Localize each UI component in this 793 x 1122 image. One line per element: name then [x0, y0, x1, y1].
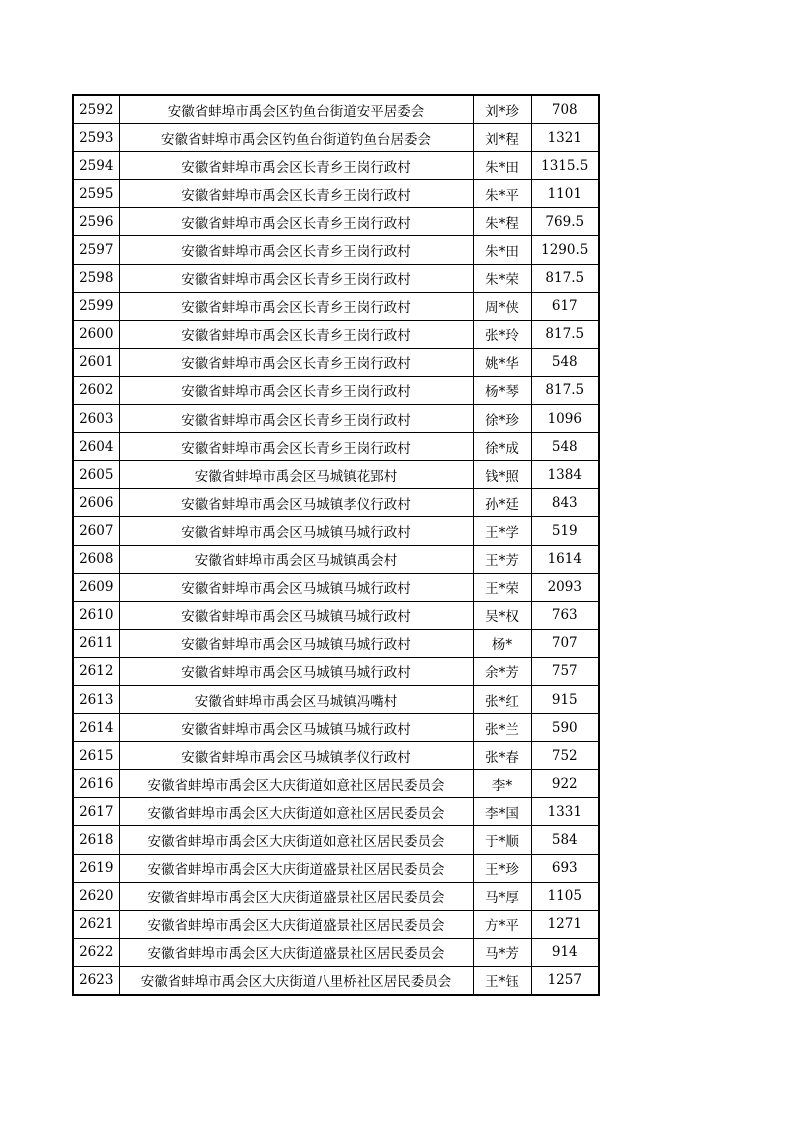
row-name-cell: 刘*程 — [473, 124, 531, 152]
row-amount-cell: 1384 — [531, 461, 599, 489]
row-address-cell: 安徽省蚌埠市禹会区长青乡王岗行政村 — [119, 433, 473, 461]
row-amount-cell: 1096 — [531, 405, 599, 433]
row-name-cell: 吴*权 — [473, 601, 531, 629]
row-name-cell: 徐*珍 — [473, 405, 531, 433]
row-address-cell: 安徽省蚌埠市禹会区马城镇马城行政村 — [119, 517, 473, 545]
row-address-cell: 安徽省蚌埠市禹会区钓鱼台街道安平居委会 — [119, 95, 473, 124]
table-row — [73, 348, 599, 376]
row-id-cell: 2603 — [73, 405, 119, 433]
row-id-cell: 2605 — [73, 461, 119, 489]
row-amount-cell: 519 — [531, 517, 599, 545]
row-name-cell: 钱*照 — [473, 461, 531, 489]
row-address-cell: 安徽省蚌埠市禹会区钓鱼台街道钓鱼台居委会 — [119, 124, 473, 152]
row-address-cell: 安徽省蚌埠市禹会区长青乡王岗行政村 — [119, 320, 473, 348]
row-id-cell: 2614 — [73, 714, 119, 742]
row-address-cell: 安徽省蚌埠市禹会区马城镇马城行政村 — [119, 714, 473, 742]
row-name-cell: 朱*程 — [473, 208, 531, 236]
row-address-cell: 安徽省蚌埠市禹会区长青乡王岗行政村 — [119, 376, 473, 404]
table-row — [73, 882, 599, 910]
row-amount-cell: 584 — [531, 826, 599, 854]
row-amount-cell: 1321 — [531, 124, 599, 152]
row-name-cell: 方*平 — [473, 910, 531, 938]
row-id-cell: 2600 — [73, 320, 119, 348]
row-id-cell: 2619 — [73, 854, 119, 882]
row-amount-cell: 757 — [531, 657, 599, 685]
row-amount-cell: 1614 — [531, 545, 599, 573]
row-amount-cell: 590 — [531, 714, 599, 742]
table-row — [73, 208, 599, 236]
row-name-cell: 朱*田 — [473, 236, 531, 264]
table-row — [73, 573, 599, 601]
row-address-cell: 安徽省蚌埠市禹会区大庆街道八里桥社区居民委员会 — [119, 966, 473, 995]
row-id-cell: 2617 — [73, 798, 119, 826]
row-amount-cell: 763 — [531, 601, 599, 629]
row-name-cell: 马*厚 — [473, 882, 531, 910]
table-row — [73, 601, 599, 629]
row-amount-cell: 1257 — [531, 966, 599, 995]
row-address-cell: 安徽省蚌埠市禹会区大庆街道如意社区居民委员会 — [119, 798, 473, 826]
table-row — [73, 798, 599, 826]
row-name-cell: 杨* — [473, 629, 531, 657]
table-row — [73, 124, 599, 152]
row-name-cell: 王*荣 — [473, 573, 531, 601]
row-id-cell: 2606 — [73, 489, 119, 517]
table-row — [73, 966, 599, 995]
row-id-cell: 2621 — [73, 910, 119, 938]
row-name-cell: 李* — [473, 770, 531, 798]
table-row — [73, 517, 599, 545]
row-id-cell: 2593 — [73, 124, 119, 152]
row-amount-cell: 617 — [531, 292, 599, 320]
row-name-cell: 张*红 — [473, 685, 531, 713]
row-name-cell: 刘*珍 — [473, 95, 531, 124]
row-id-cell: 2623 — [73, 966, 119, 995]
row-amount-cell: 769.5 — [531, 208, 599, 236]
row-name-cell: 王*钰 — [473, 966, 531, 995]
table-row — [73, 461, 599, 489]
row-name-cell: 王*珍 — [473, 854, 531, 882]
row-address-cell: 安徽省蚌埠市禹会区马城镇禹会村 — [119, 545, 473, 573]
row-address-cell: 安徽省蚌埠市禹会区马城镇马城行政村 — [119, 573, 473, 601]
row-name-cell: 杨*琴 — [473, 376, 531, 404]
row-address-cell: 安徽省蚌埠市禹会区长青乡王岗行政村 — [119, 264, 473, 292]
row-id-cell: 2613 — [73, 685, 119, 713]
row-address-cell: 安徽省蚌埠市禹会区长青乡王岗行政村 — [119, 348, 473, 376]
table-row — [73, 629, 599, 657]
row-id-cell: 2599 — [73, 292, 119, 320]
row-amount-cell: 914 — [531, 938, 599, 966]
row-id-cell: 2616 — [73, 770, 119, 798]
row-address-cell: 安徽省蚌埠市禹会区大庆街道盛景社区居民委员会 — [119, 882, 473, 910]
row-name-cell: 张*兰 — [473, 714, 531, 742]
row-address-cell: 安徽省蚌埠市禹会区长青乡王岗行政村 — [119, 292, 473, 320]
row-address-cell: 安徽省蚌埠市禹会区大庆街道如意社区居民委员会 — [119, 770, 473, 798]
row-name-cell: 徐*成 — [473, 433, 531, 461]
row-amount-cell: 693 — [531, 854, 599, 882]
row-amount-cell: 843 — [531, 489, 599, 517]
row-amount-cell: 1105 — [531, 882, 599, 910]
row-name-cell: 姚*华 — [473, 348, 531, 376]
row-address-cell: 安徽省蚌埠市禹会区大庆街道盛景社区居民委员会 — [119, 938, 473, 966]
row-id-cell: 2610 — [73, 601, 119, 629]
row-amount-cell: 817.5 — [531, 264, 599, 292]
row-amount-cell: 817.5 — [531, 376, 599, 404]
row-id-cell: 2608 — [73, 545, 119, 573]
table-row — [73, 433, 599, 461]
table-row — [73, 320, 599, 348]
table-row — [73, 742, 599, 770]
row-name-cell: 李*国 — [473, 798, 531, 826]
row-id-cell: 2607 — [73, 517, 119, 545]
row-name-cell: 王*学 — [473, 517, 531, 545]
row-address-cell: 安徽省蚌埠市禹会区长青乡王岗行政村 — [119, 152, 473, 180]
row-id-cell: 2604 — [73, 433, 119, 461]
table-row — [73, 236, 599, 264]
row-name-cell: 于*顺 — [473, 826, 531, 854]
row-address-cell: 安徽省蚌埠市禹会区马城镇马城行政村 — [119, 601, 473, 629]
records-table — [72, 94, 600, 996]
row-amount-cell: 1290.5 — [531, 236, 599, 264]
table-row — [73, 264, 599, 292]
row-address-cell: 安徽省蚌埠市禹会区马城镇孝仪行政村 — [119, 742, 473, 770]
row-id-cell: 2609 — [73, 573, 119, 601]
row-amount-cell: 707 — [531, 629, 599, 657]
row-id-cell: 2615 — [73, 742, 119, 770]
table-row — [73, 292, 599, 320]
row-address-cell: 安徽省蚌埠市禹会区马城镇冯嘴村 — [119, 685, 473, 713]
row-id-cell: 2596 — [73, 208, 119, 236]
row-id-cell: 2601 — [73, 348, 119, 376]
row-amount-cell: 1315.5 — [531, 152, 599, 180]
row-name-cell: 张*玲 — [473, 320, 531, 348]
row-amount-cell: 817.5 — [531, 320, 599, 348]
table-row — [73, 95, 599, 124]
row-id-cell: 2618 — [73, 826, 119, 854]
row-id-cell: 2602 — [73, 376, 119, 404]
table-row — [73, 180, 599, 208]
row-name-cell: 马*芳 — [473, 938, 531, 966]
row-address-cell: 安徽省蚌埠市禹会区大庆街道盛景社区居民委员会 — [119, 854, 473, 882]
row-address-cell: 安徽省蚌埠市禹会区长青乡王岗行政村 — [119, 208, 473, 236]
row-id-cell: 2611 — [73, 629, 119, 657]
row-id-cell: 2595 — [73, 180, 119, 208]
row-name-cell: 周*侠 — [473, 292, 531, 320]
row-address-cell: 安徽省蚌埠市禹会区马城镇马城行政村 — [119, 629, 473, 657]
table-row — [73, 770, 599, 798]
row-amount-cell: 915 — [531, 685, 599, 713]
row-address-cell: 安徽省蚌埠市禹会区马城镇孝仪行政村 — [119, 489, 473, 517]
row-name-cell: 朱*荣 — [473, 264, 531, 292]
row-name-cell: 张*春 — [473, 742, 531, 770]
row-name-cell: 孙*廷 — [473, 489, 531, 517]
table-row — [73, 152, 599, 180]
row-amount-cell: 1271 — [531, 910, 599, 938]
table-row — [73, 685, 599, 713]
table-row — [73, 854, 599, 882]
row-id-cell: 2598 — [73, 264, 119, 292]
row-name-cell: 王*芳 — [473, 545, 531, 573]
row-address-cell: 安徽省蚌埠市禹会区长青乡王岗行政村 — [119, 405, 473, 433]
row-amount-cell: 1101 — [531, 180, 599, 208]
row-amount-cell: 548 — [531, 348, 599, 376]
row-id-cell: 2622 — [73, 938, 119, 966]
row-id-cell: 2592 — [73, 95, 119, 124]
row-amount-cell: 548 — [531, 433, 599, 461]
table-row — [73, 938, 599, 966]
table-row — [73, 714, 599, 742]
row-id-cell: 2620 — [73, 882, 119, 910]
row-amount-cell: 922 — [531, 770, 599, 798]
records-table-body — [73, 95, 599, 995]
row-amount-cell: 752 — [531, 742, 599, 770]
table-row — [73, 826, 599, 854]
table-row — [73, 657, 599, 685]
row-name-cell: 朱*平 — [473, 180, 531, 208]
row-id-cell: 2594 — [73, 152, 119, 180]
row-address-cell: 安徽省蚌埠市禹会区马城镇花郢村 — [119, 461, 473, 489]
table-row — [73, 545, 599, 573]
row-amount-cell: 2093 — [531, 573, 599, 601]
row-address-cell: 安徽省蚌埠市禹会区马城镇马城行政村 — [119, 657, 473, 685]
row-id-cell: 2612 — [73, 657, 119, 685]
table-row — [73, 910, 599, 938]
row-amount-cell: 1331 — [531, 798, 599, 826]
row-address-cell: 安徽省蚌埠市禹会区长青乡王岗行政村 — [119, 180, 473, 208]
row-address-cell: 安徽省蚌埠市禹会区长青乡王岗行政村 — [119, 236, 473, 264]
table-row — [73, 376, 599, 404]
row-name-cell: 余*芳 — [473, 657, 531, 685]
row-address-cell: 安徽省蚌埠市禹会区大庆街道盛景社区居民委员会 — [119, 910, 473, 938]
table-row — [73, 489, 599, 517]
row-address-cell: 安徽省蚌埠市禹会区大庆街道如意社区居民委员会 — [119, 826, 473, 854]
row-name-cell: 朱*田 — [473, 152, 531, 180]
row-amount-cell: 708 — [531, 95, 599, 124]
row-id-cell: 2597 — [73, 236, 119, 264]
table-row — [73, 405, 599, 433]
